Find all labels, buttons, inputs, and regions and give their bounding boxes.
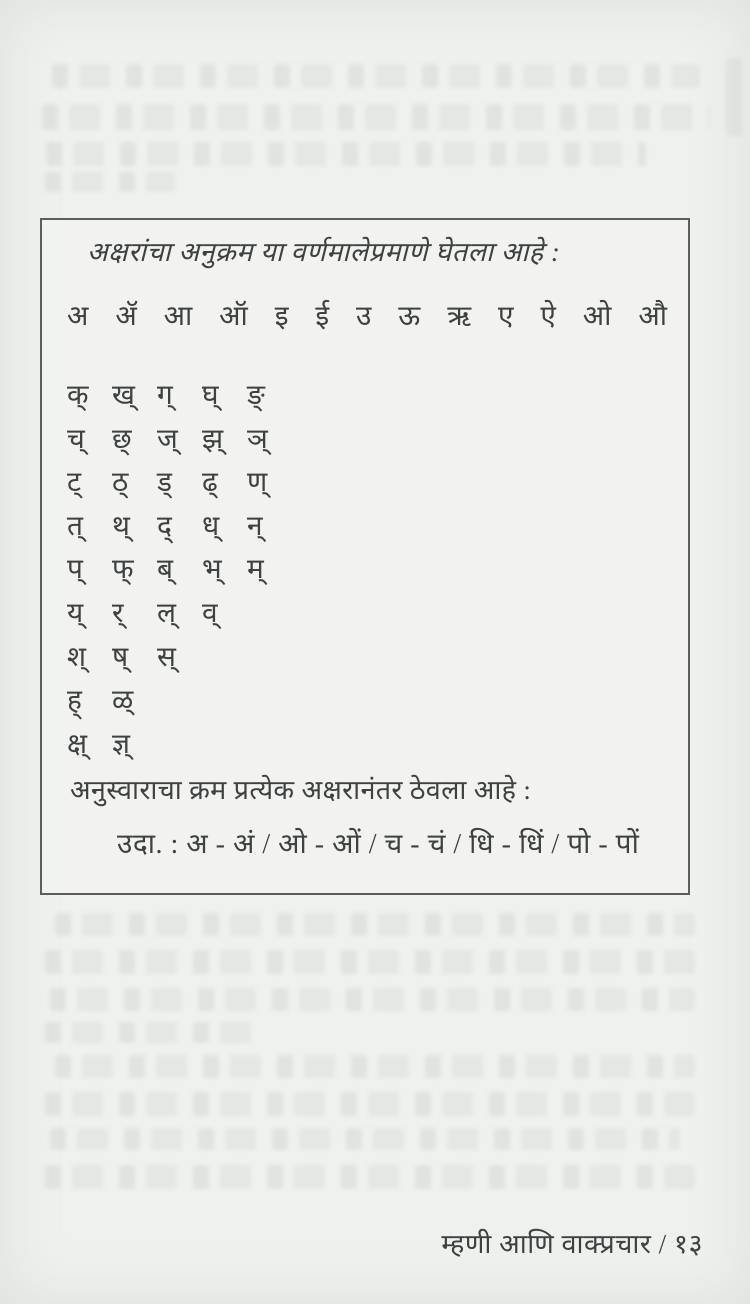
page-footer: म्हणी आणि वाक्प्रचार / १३ xyxy=(441,1229,703,1259)
alphabet-order-heading: अक्षरांचा अनुक्रम या वर्णमालेप्रमाणे घेतला आहे : xyxy=(87,237,561,267)
letter-cell: ई xyxy=(315,301,330,332)
letter-cell: ज् xyxy=(157,423,178,455)
ghost-text-line xyxy=(50,1128,680,1150)
consonant-row-semivowels xyxy=(67,596,292,640)
letter-cell: ण् xyxy=(247,467,268,499)
consonant-row-cha-varga xyxy=(67,422,292,466)
ghost-text-line xyxy=(45,950,700,974)
letter-cell: ए xyxy=(497,301,514,332)
letter-cell: ल् xyxy=(157,597,176,629)
letter-cell: ञ् xyxy=(247,423,268,455)
ghost-text-line xyxy=(46,142,646,166)
letter-cell: ब् xyxy=(157,554,173,586)
consonant-row-pa-varga xyxy=(67,552,292,596)
letter-cell: ठ् xyxy=(112,467,129,499)
letter-cell: ड् xyxy=(157,467,172,499)
letter-cell: क् xyxy=(67,380,89,411)
letter-cell: ओ xyxy=(582,301,612,332)
letter-cell: उ xyxy=(356,301,372,332)
letter-cell: द् xyxy=(157,510,172,542)
ghost-text-line xyxy=(45,1092,700,1116)
ghost-text-line xyxy=(55,913,695,936)
letter-cell: फ् xyxy=(112,554,134,586)
consonant-row-ka-varga xyxy=(67,378,292,422)
letter-cell: य् xyxy=(67,597,84,629)
letter-cell: ग् xyxy=(157,380,173,411)
letter-cell: ख् xyxy=(112,380,135,411)
anusvara-example-line: उदा. : अ - अं / ओ - ओं / च - चं / धि - धिं / पो - पों xyxy=(117,829,640,860)
letter-cell: ऋ xyxy=(447,301,472,332)
letter-cell: ढ् xyxy=(202,467,218,499)
vowel-row xyxy=(67,300,667,334)
letter-cell: ह् xyxy=(67,685,82,717)
letter-cell: ऐ xyxy=(540,301,556,332)
letter-cell: म् xyxy=(247,554,264,586)
letter-cell: र् xyxy=(112,597,124,629)
ghost-text-line xyxy=(45,1165,700,1189)
letter-cell: औ xyxy=(638,301,667,332)
letter-cell: ङ् xyxy=(247,380,265,411)
letter-cell: न् xyxy=(247,510,263,542)
letter-cell: इ xyxy=(274,301,289,332)
consonant-row-ha-lla xyxy=(67,683,292,727)
letter-cell: च् xyxy=(67,423,85,455)
letter-cell: ष् xyxy=(112,641,129,673)
ghost-text-line xyxy=(50,988,695,1011)
letter-cell: ट् xyxy=(67,467,82,499)
letter-cell: ऊ xyxy=(398,301,421,332)
alphabet-box xyxy=(40,218,690,895)
letter-cell: प् xyxy=(67,554,83,586)
ghost-text-line xyxy=(42,104,710,130)
consonant-row-conjuncts xyxy=(67,727,292,771)
ghost-text-line xyxy=(52,64,700,88)
consonant-grid xyxy=(67,378,292,770)
letter-cell: ऑ xyxy=(219,301,248,332)
consonant-row-ta-varga xyxy=(67,465,292,509)
letter-cell: ळ् xyxy=(112,685,134,717)
letter-cell: स् xyxy=(157,641,176,673)
letter-cell: छ् xyxy=(112,423,132,455)
consonant-row-tha-varga xyxy=(67,509,292,553)
ghost-text-line xyxy=(45,1022,260,1043)
letter-cell: भ् xyxy=(202,554,222,586)
letter-cell: त् xyxy=(67,510,83,542)
letter-cell: घ् xyxy=(202,380,219,411)
letter-cell: क्ष् xyxy=(67,728,88,760)
letter-cell: अ xyxy=(67,301,89,332)
letter-cell: व् xyxy=(202,597,218,629)
consonant-row-sibilants xyxy=(67,640,292,684)
ghost-text-line xyxy=(55,1055,695,1078)
anusvara-heading: अनुस्वाराचा क्रम प्रत्येक अक्षरानंतर ठेवला आहे : xyxy=(70,775,532,805)
letter-cell: झ् xyxy=(202,423,224,455)
letter-cell: आ xyxy=(163,301,193,332)
letter-cell: थ् xyxy=(112,510,130,542)
letter-cell: श् xyxy=(67,641,87,673)
ghost-text-line xyxy=(45,172,175,192)
letter-cell: ज्ञ् xyxy=(112,728,130,760)
letter-cell: ध् xyxy=(202,510,220,542)
letter-cell: ॲ xyxy=(115,301,137,332)
ghost-smudge xyxy=(726,58,748,136)
